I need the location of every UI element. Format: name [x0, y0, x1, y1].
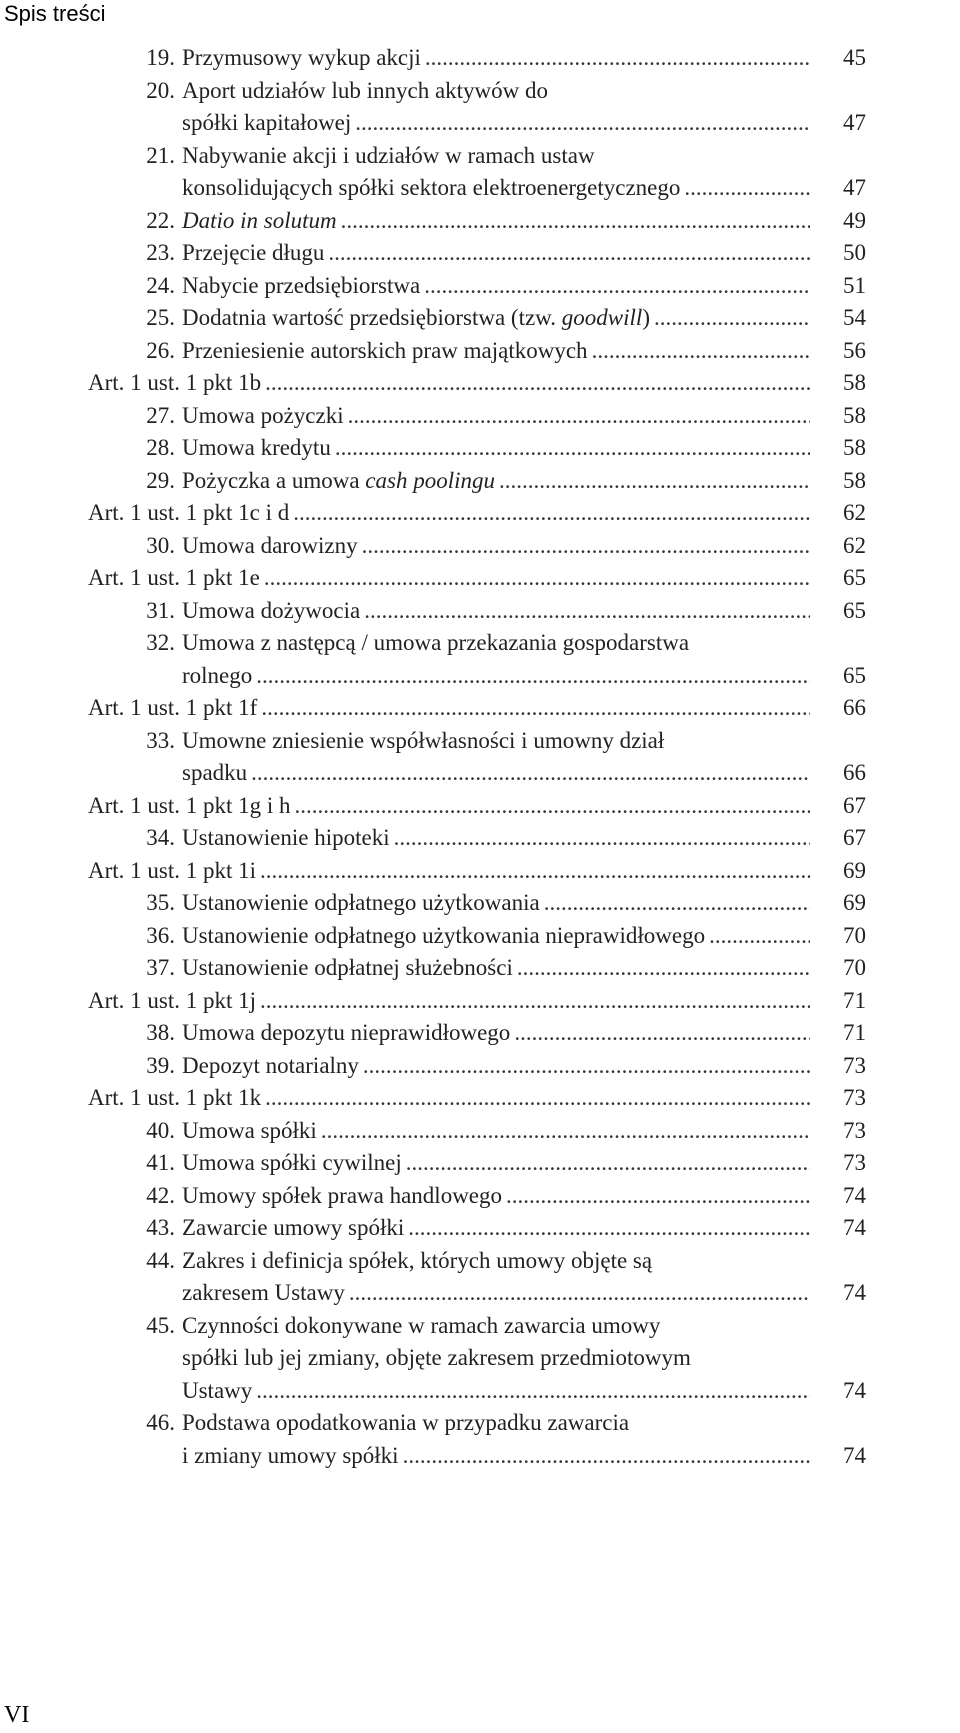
toc-entry-text: zakresem Ustawy [182, 1280, 345, 1305]
toc-page-number: 65 [843, 597, 866, 623]
dot-leader [362, 530, 810, 563]
toc-entry-text: Zawarcie umowy spółki [182, 1215, 405, 1240]
toc-page-number: 70 [843, 922, 866, 948]
toc-page-number: 74 [843, 1215, 866, 1240]
toc-entry-text: Art. 1 ust. 1 pkt 1c i d [88, 500, 290, 525]
toc-entry-number: 25. [146, 305, 175, 330]
toc-entry-title [182, 822, 810, 855]
dot-leader [403, 1440, 810, 1473]
toc-page-number: 74 [843, 1182, 866, 1208]
toc-entry-title [182, 1180, 810, 1213]
toc-entry-number: 32. [146, 630, 175, 655]
toc-entry-text: i zmiany umowy spółki [182, 1442, 399, 1468]
dot-leader [544, 887, 810, 920]
dot-leader [264, 562, 810, 595]
toc-section-heading[interactable] [0, 497, 960, 530]
toc-entry-number: 21. [146, 142, 175, 168]
toc-entry-title [182, 400, 810, 433]
toc-page-number: 56 [843, 337, 866, 363]
toc-entry-text: Aport udziałów lub innych aktywów do [182, 77, 549, 103]
toc-page-number: 74 [843, 1442, 866, 1468]
toc-entry-number: 27. [146, 402, 175, 428]
toc-entry-title [182, 140, 595, 173]
toc-section-heading[interactable] [0, 1082, 960, 1115]
toc-entry-italic-text: Datio in solutum [182, 207, 337, 233]
toc-page-number: 62 [843, 532, 866, 558]
toc-section-heading[interactable] [0, 562, 960, 595]
toc-entry-number: 38. [146, 1020, 175, 1045]
toc-entry-text: Przejęcie długu [182, 240, 325, 265]
toc-entry-text-suffix: ) [642, 305, 650, 330]
toc-entry-title [182, 1212, 810, 1245]
toc-page-number: 66 [843, 760, 866, 785]
toc-entry-title [182, 1050, 810, 1083]
dot-leader [654, 302, 810, 335]
dot-leader [295, 790, 810, 823]
dot-leader [363, 1050, 810, 1083]
toc-entry-title [88, 985, 810, 1018]
toc-entry[interactable] [0, 1375, 960, 1408]
toc-entry-number: 33. [146, 727, 175, 753]
toc-entry-number: 23. [146, 240, 175, 265]
toc-entry-text: Umowa kredytu [182, 435, 331, 460]
toc-entry-number: 24. [146, 272, 175, 298]
toc-entry-text: Przymusowy wykup akcji [182, 45, 421, 70]
toc-entry[interactable] [0, 1310, 960, 1343]
toc-entry-title [182, 1407, 629, 1440]
toc-entry-text: Umowa darowizny [182, 532, 358, 558]
toc-entry-number: 44. [146, 1247, 175, 1273]
dot-leader [349, 1277, 810, 1310]
dot-leader [348, 400, 810, 433]
dot-leader [355, 107, 810, 140]
toc-entry-text: Ustawy [182, 1377, 253, 1403]
toc-entry[interactable] [0, 237, 960, 270]
toc-entry-title [182, 1342, 691, 1375]
toc-entry-number: 43. [146, 1215, 175, 1240]
toc-entry-text: Art. 1 ust. 1 pkt 1b [88, 370, 262, 395]
dot-leader [592, 335, 810, 368]
toc-entry-text: Umowa pożyczki [182, 402, 344, 428]
toc-entry-title [88, 790, 810, 823]
toc-entry-title [182, 887, 810, 920]
dot-leader [514, 1017, 810, 1050]
toc-page-number: 69 [843, 857, 866, 883]
toc-entry-text: Nabywanie akcji i udziałów w ramach ustaw [182, 142, 595, 168]
toc-entry[interactable] [0, 1277, 960, 1310]
toc-entry[interactable] [0, 952, 960, 985]
toc-page-number: 70 [843, 955, 866, 980]
page-header: Spis treści [4, 1, 106, 26]
toc-entry-text: spółki kapitałowej [182, 110, 352, 135]
toc-entry-title [182, 627, 689, 660]
toc-page-number: 73 [843, 1085, 866, 1110]
toc-entry-title [182, 172, 810, 205]
toc-entry-title [182, 1277, 810, 1310]
toc-entry-title [182, 270, 810, 303]
toc-page-number: 50 [843, 240, 866, 265]
toc-entry[interactable] [0, 205, 960, 238]
toc-page-number: 65 [843, 565, 866, 590]
toc-entry-text: Ustanowienie hipoteki [182, 825, 390, 850]
toc-entry-title [182, 465, 810, 498]
toc-page-number: 54 [843, 305, 866, 330]
toc-entry[interactable] [0, 107, 960, 140]
dot-leader [341, 205, 810, 238]
toc-entry-title [182, 302, 810, 335]
toc-entry[interactable] [0, 465, 960, 498]
toc-page-number: 73 [843, 1150, 866, 1175]
toc-entry-title [182, 530, 810, 563]
toc-entry-title [88, 497, 810, 530]
toc-entry[interactable] [0, 172, 960, 205]
toc-entry-number: 46. [146, 1410, 175, 1435]
dot-leader [256, 1375, 810, 1408]
toc-entry-text: Zakres i definicja spółek, których umowy objęte są [182, 1247, 653, 1273]
toc-entry[interactable] [0, 400, 960, 433]
toc-entry-number: 42. [146, 1182, 175, 1208]
dot-leader [406, 1147, 810, 1180]
toc-entry-number: 34. [146, 825, 175, 850]
toc-entry-text: Art. 1 ust. 1 pkt 1f [88, 695, 258, 720]
toc-entry-number: 36. [146, 922, 175, 948]
toc-entry[interactable] [0, 725, 960, 758]
toc-entry-text: Ustanowienie odpłatnego użytkowania nieprawidłowego [182, 922, 706, 948]
dot-leader [394, 822, 810, 855]
toc-entry-title [182, 237, 810, 270]
toc-page-number: 45 [843, 45, 866, 70]
toc-entry[interactable] [0, 1180, 960, 1213]
dot-leader [517, 952, 810, 985]
toc-section-heading[interactable] [0, 692, 960, 725]
toc-entry[interactable] [0, 822, 960, 855]
toc-entry[interactable] [0, 1115, 960, 1148]
toc-entry[interactable] [0, 530, 960, 563]
toc-entry-number: 19. [146, 45, 175, 70]
toc-entry-number: 29. [146, 467, 175, 493]
toc-entry[interactable] [0, 270, 960, 303]
toc-entry[interactable] [0, 1245, 960, 1278]
toc-entry[interactable] [0, 42, 960, 75]
dot-leader [425, 42, 810, 75]
toc-entry[interactable] [0, 140, 960, 173]
toc-page-number: 73 [843, 1117, 866, 1143]
toc-entry-title [182, 42, 810, 75]
toc-entry-number: 26. [146, 337, 175, 363]
toc-entry-title [182, 432, 810, 465]
toc-entry-text: rolnego [182, 662, 253, 688]
toc-page-number: 74 [843, 1377, 866, 1403]
toc-entry-number: 37. [146, 955, 175, 980]
toc-entry-text: Umowa dożywocia [182, 597, 361, 623]
toc-page-number: 47 [843, 175, 866, 200]
toc-entry-title [182, 205, 810, 238]
toc-entry-title [182, 1310, 660, 1343]
toc-entry-title [182, 952, 810, 985]
toc-entry[interactable] [0, 75, 960, 108]
toc-entry-text: Umowa spółki [182, 1117, 317, 1143]
toc-entry[interactable] [0, 1440, 960, 1473]
toc-entry-number: 20. [146, 77, 175, 103]
toc-entry[interactable] [0, 627, 960, 660]
toc-entry-title [88, 1082, 810, 1115]
dot-leader [265, 367, 810, 400]
dot-leader [364, 595, 810, 628]
toc-page-number: 67 [843, 825, 866, 850]
dot-leader [261, 692, 810, 725]
dot-leader [499, 465, 810, 498]
toc-entry-text: Pożyczka a umowa [182, 467, 366, 493]
toc-page-number: 73 [843, 1052, 866, 1078]
toc-entry-title [88, 692, 810, 725]
toc-entry-text: Depozyt notarialny [182, 1052, 359, 1078]
toc-entry-text: Art. 1 ust. 1 pkt 1k [88, 1085, 262, 1110]
toc-page-number: 74 [843, 1280, 866, 1305]
toc-entry-text: Ustanowienie odpłatnego użytkowania [182, 890, 540, 915]
dot-leader [709, 920, 810, 953]
toc-entry[interactable] [0, 595, 960, 628]
toc-entry-number: 40. [146, 1117, 175, 1143]
toc-entry-text: konsolidujących spółki sektora elektroenergetycznego [182, 175, 681, 200]
dot-leader [321, 1115, 810, 1148]
dot-leader [265, 1082, 810, 1115]
toc-entry-text: Przeniesienie autorskich praw majątkowych [182, 337, 588, 363]
dot-leader [506, 1180, 810, 1213]
toc-entry-number: 39. [146, 1052, 175, 1078]
toc-entry-title [182, 660, 810, 693]
toc-page-number: 65 [843, 662, 866, 688]
toc-entry-text: Czynności dokonywane w ramach zawarcia umowy [182, 1312, 661, 1338]
page-number: VI [4, 1702, 30, 1728]
dot-leader [684, 172, 810, 205]
toc-entry[interactable] [0, 1212, 960, 1245]
toc-entry-title [182, 920, 810, 953]
toc-entry-text: Ustanowienie odpłatnej służebności [182, 955, 513, 980]
toc-entry-text: Art. 1 ust. 1 pkt 1g i h [88, 792, 291, 818]
toc-entry-title [182, 1017, 810, 1050]
toc-entry-title [182, 335, 810, 368]
toc-section-heading[interactable] [0, 985, 960, 1018]
toc-entry-title [182, 757, 810, 790]
toc-page-number: 71 [843, 987, 866, 1013]
toc-entry-title [182, 107, 810, 140]
toc-entry-number: 41. [146, 1150, 175, 1175]
toc-page-number: 47 [843, 110, 866, 135]
toc-page-number: 71 [843, 1020, 866, 1045]
toc-entry-italic-text: goodwill [561, 305, 643, 330]
toc-entry-text: Umowa depozytu nieprawidłowego [182, 1020, 511, 1045]
toc-page-number: 58 [843, 435, 866, 460]
toc-entry-text: Art. 1 ust. 1 pkt 1e [88, 565, 260, 590]
toc-page-number: 67 [843, 792, 866, 818]
toc-entry-title [182, 75, 548, 108]
toc-entry[interactable] [0, 1342, 960, 1375]
table-of-contents [0, 42, 960, 1472]
toc-page-number: 62 [843, 500, 866, 525]
toc-entry-number: 35. [146, 890, 175, 915]
dot-leader [251, 757, 810, 790]
toc-entry-number: 30. [146, 532, 175, 558]
dot-leader [293, 497, 810, 530]
toc-section-heading[interactable] [0, 855, 960, 888]
toc-page-number: 66 [843, 695, 866, 720]
toc-entry[interactable] [0, 1147, 960, 1180]
toc-entry-italic-text: cash poolingu [365, 467, 495, 493]
toc-entry-title [88, 562, 810, 595]
toc-section-heading[interactable] [0, 367, 960, 400]
toc-section-heading[interactable] [0, 790, 960, 823]
toc-page-number: 69 [843, 890, 866, 915]
dot-leader [260, 985, 810, 1018]
toc-page-number: 58 [843, 467, 866, 493]
toc-entry-title [182, 725, 664, 758]
toc-entry-title [182, 1375, 810, 1408]
toc-entry-title [182, 1147, 810, 1180]
toc-entry-number: 22. [146, 207, 175, 233]
toc-entry-text: Umowa z następcą / umowa przekazania gospodarstwa [182, 630, 690, 655]
toc-entry-title [88, 367, 810, 400]
toc-entry[interactable] [0, 887, 960, 920]
toc-entry-text: Dodatnia wartość przedsiębiorstwa (tzw. [182, 305, 562, 330]
dot-leader [328, 237, 810, 270]
toc-entry[interactable] [0, 1050, 960, 1083]
toc-entry-text: Podstawa opodatkowania w przypadku zawarcia [182, 1410, 630, 1435]
toc-page-number: 58 [843, 402, 866, 428]
toc-entry[interactable] [0, 432, 960, 465]
dot-leader [408, 1212, 810, 1245]
toc-entry-text: Umowy spółek prawa handlowego [182, 1182, 503, 1208]
dot-leader [335, 432, 810, 465]
toc-entry-text: Umowne zniesienie współwłasności i umowny dział [182, 727, 665, 753]
toc-entry-number: 31. [146, 597, 175, 623]
toc-entry-text: spadku [182, 760, 248, 785]
toc-page-number: 49 [843, 207, 866, 233]
toc-entry[interactable] [0, 335, 960, 368]
toc-entry-title [88, 855, 810, 888]
toc-entry-title [182, 1245, 652, 1278]
toc-entry-number: 45. [146, 1312, 175, 1338]
dot-leader [424, 270, 810, 303]
toc-entry[interactable] [0, 1407, 960, 1440]
toc-entry[interactable] [0, 920, 960, 953]
toc-entry[interactable] [0, 302, 960, 335]
toc-entry[interactable] [0, 757, 960, 790]
toc-page-number: 51 [843, 272, 866, 298]
toc-entry-number: 28. [146, 435, 175, 460]
toc-entry-title [182, 1115, 810, 1148]
toc-entry-title [182, 1440, 810, 1473]
toc-entry-text: Umowa spółki cywilnej [182, 1150, 402, 1175]
toc-entry-text: Nabycie przedsiębiorstwa [182, 272, 421, 298]
toc-entry-text: Art. 1 ust. 1 pkt 1i [88, 857, 257, 883]
toc-page-number: 58 [843, 370, 866, 395]
toc-entry[interactable] [0, 1017, 960, 1050]
toc-entry-text: spółki lub jej zmiany, objęte zakresem przedmiotowym [182, 1345, 691, 1370]
toc-entry[interactable] [0, 660, 960, 693]
dot-leader [256, 660, 810, 693]
toc-entry-title [182, 595, 810, 628]
toc-entry-text: Art. 1 ust. 1 pkt 1j [88, 987, 257, 1013]
dot-leader [260, 855, 810, 888]
